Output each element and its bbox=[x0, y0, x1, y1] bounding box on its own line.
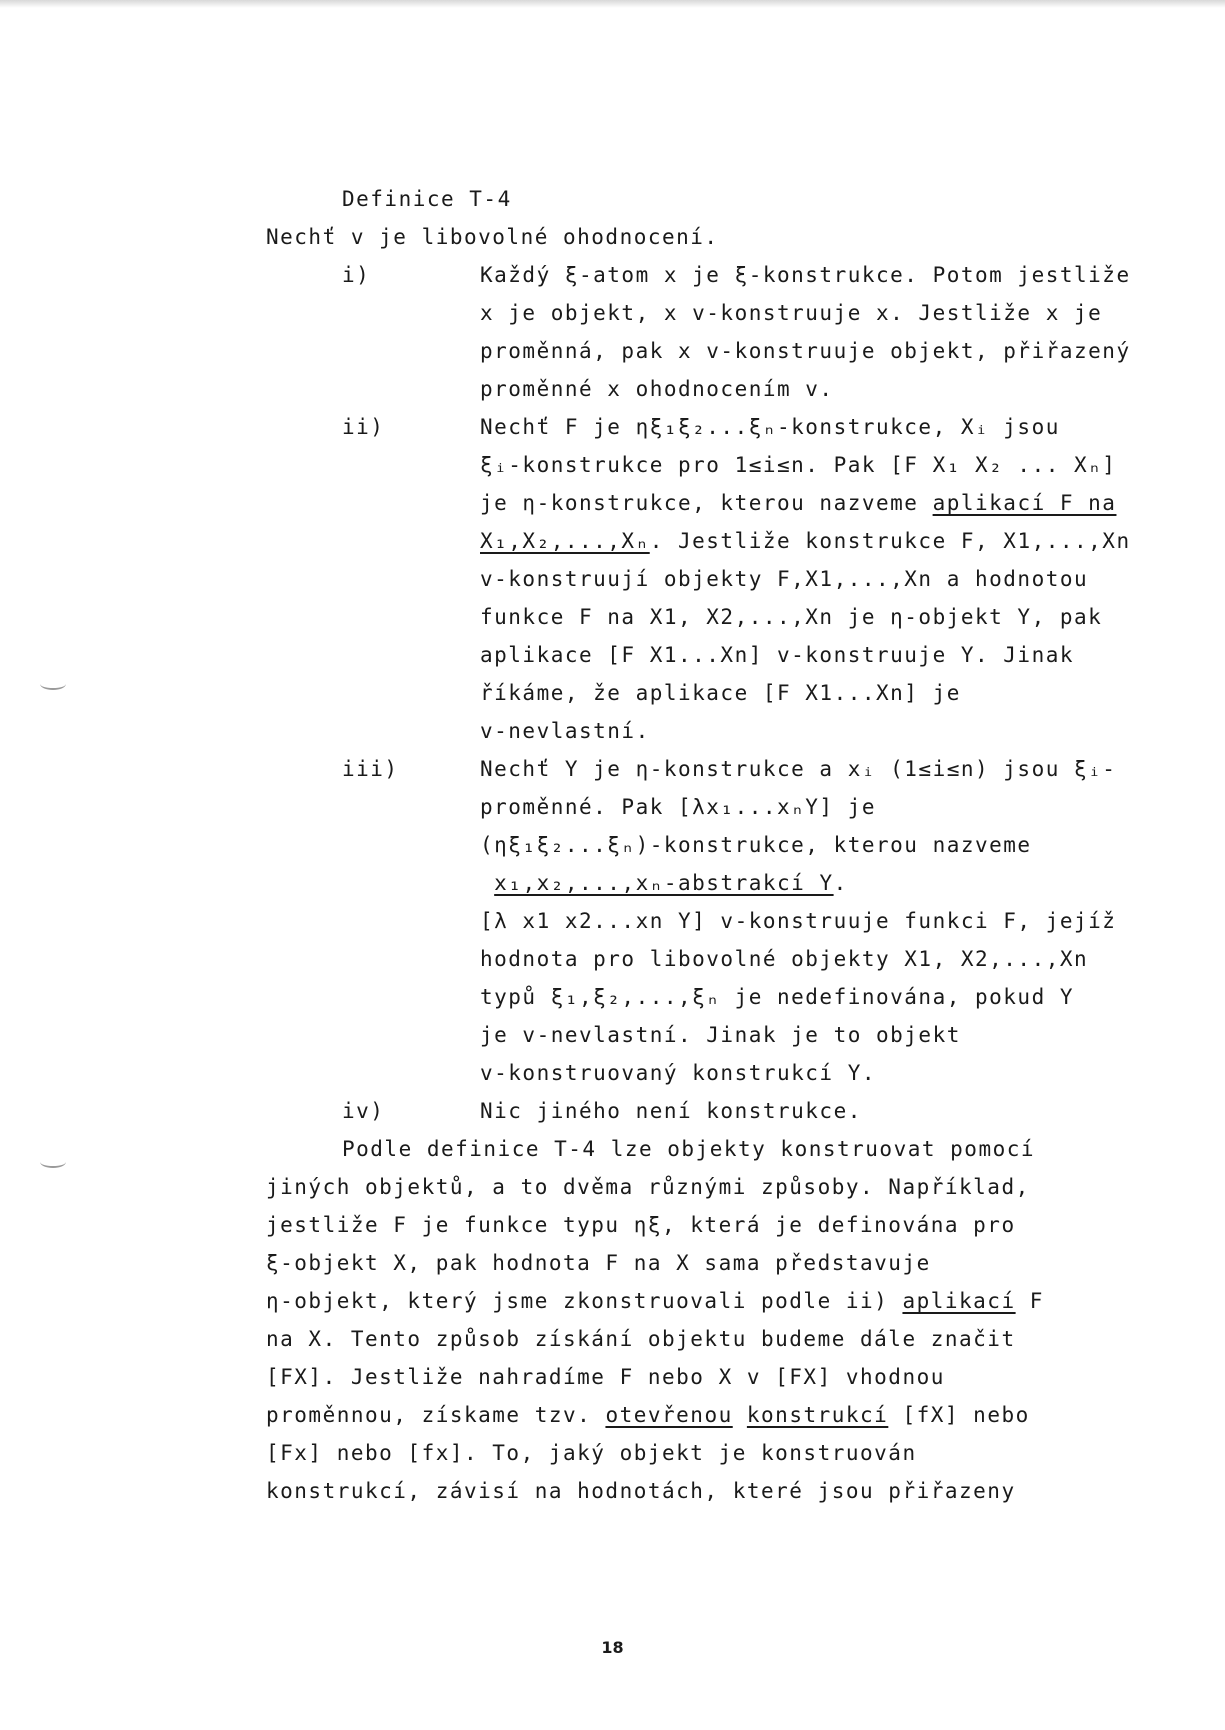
text-line: proměnné. Pak [λx₁...xₙY] je bbox=[480, 795, 877, 819]
paragraph-line bbox=[266, 1396, 1126, 1434]
definition-item-i bbox=[266, 256, 1131, 408]
text-line: aplikace [F X1...Xn] v-konstruuje Y. Jinak bbox=[480, 643, 1075, 667]
paragraph-line: [FX]. Jestliže nahradíme F nebo X v [FX] vhodnou bbox=[266, 1365, 945, 1389]
page-edge bbox=[0, 0, 1225, 8]
text-span: η-objekt, který jsme zkonstruovali podle ii) bbox=[266, 1289, 903, 1313]
underlined-term: konstrukcí bbox=[746, 1403, 889, 1427]
underlined-term: otevřenou bbox=[605, 1403, 733, 1427]
paragraph-line: ξ-objekt X, pak hodnota F na X sama představuje bbox=[266, 1251, 931, 1275]
paragraph-line: konstrukcí, závisí na hodnotách, které jsou přiřazeny bbox=[266, 1479, 1016, 1503]
text-line: je v-nevlastní. Jinak je to objekt bbox=[480, 1023, 961, 1047]
underlined-term: x₁,x₂,...,xₙ-abstrakcí Y bbox=[494, 871, 834, 895]
punch-mark bbox=[40, 678, 66, 690]
text-line: x je objekt, x v-konstruuje x. Jestliže x je bbox=[480, 301, 1103, 325]
underlined-term: X₁,X₂,...,Xₙ bbox=[480, 529, 650, 553]
text-line: typů ξ₁,ξ₂,...,ξₙ je nedefinována, pokud Y bbox=[480, 985, 1075, 1009]
definition-intro: Nechť v je libovolné ohodnocení. bbox=[266, 225, 719, 249]
text-span: . Jestliže konstrukce F, X1,...,Xn bbox=[649, 529, 1131, 553]
text-line: říkáme, že aplikace [F X1...Xn] je bbox=[480, 681, 961, 705]
text-line bbox=[480, 864, 1116, 902]
text-line: funkce F na X1, X2,...,Xn je η-objekt Y, pak bbox=[480, 605, 1103, 629]
text-line bbox=[480, 522, 1131, 560]
text-line: proměnná, pak x v-konstruuje objekt, přiřazený bbox=[480, 339, 1131, 363]
paragraph-line: [Fx] nebo [fx]. To, jaký objekt je konstruován bbox=[266, 1441, 917, 1465]
text-line: (ηξ₁ξ₂...ξₙ)-konstrukce, kterou nazveme bbox=[480, 833, 1032, 857]
paragraph-line: Podle definice T-4 lze objekty konstruovat pomocí bbox=[342, 1137, 1036, 1161]
text-line: v-konstruují objekty F,X1,...,Xn a hodnotou bbox=[480, 567, 1089, 591]
text-span: je η-konstrukce, kterou nazveme bbox=[480, 491, 919, 515]
text-line: Nechť Y je η-konstrukce a xᵢ (1≤i≤n) jsou ξᵢ- bbox=[480, 757, 1117, 781]
item-text bbox=[480, 1092, 862, 1130]
underlined-term: aplikací F na bbox=[932, 491, 1117, 515]
item-text bbox=[480, 750, 1116, 1092]
text-line: hodnota pro libovolné objekty X1, X2,...,Xn bbox=[480, 947, 1089, 971]
punch-mark bbox=[40, 1156, 66, 1168]
paragraph-line: na X. Tento způsob získání objektu budeme dále značit bbox=[266, 1327, 1016, 1351]
definition-item-ii bbox=[266, 408, 1131, 750]
item-marker: i) bbox=[342, 263, 371, 287]
paragraph-line: jiných objektů, a to dvěma různými způsoby. Například, bbox=[266, 1175, 1030, 1199]
text-line: v-nevlastní. bbox=[480, 719, 650, 743]
text-line: Nechť F je ηξ₁ξ₂...ξₙ-konstrukce, Xᵢ jsou bbox=[480, 415, 1060, 439]
text-line: Nic jiného není konstrukce. bbox=[480, 1099, 862, 1123]
text-span: [fX] nebo bbox=[888, 1403, 1030, 1427]
definition-item-iii bbox=[266, 750, 1126, 1092]
text-span: . bbox=[833, 871, 848, 895]
text-span: F bbox=[1015, 1289, 1044, 1313]
text-line: proměnné x ohodnocením v. bbox=[480, 377, 834, 401]
text-line: v-konstruovaný konstrukcí Y. bbox=[480, 1061, 877, 1085]
document-body bbox=[266, 180, 1131, 1510]
page-number: 18 bbox=[601, 1638, 624, 1657]
text-line: ξᵢ-konstrukce pro 1≤i≤n. Pak [F X₁ X₂ ... Xₙ] bbox=[480, 453, 1117, 477]
item-text bbox=[480, 256, 1131, 408]
text-line: [λ x1 x2...xn Y] v-konstruuje funkci F, jejíž bbox=[480, 909, 1117, 933]
definition-item-iv bbox=[266, 1092, 1126, 1130]
paragraph-line: jestliže F je funkce typu ηξ, která je definována pro bbox=[266, 1213, 1016, 1237]
item-text bbox=[480, 408, 1131, 750]
item-marker: iii) bbox=[342, 757, 399, 781]
item-marker: ii) bbox=[342, 415, 385, 439]
underlined-term: aplikací bbox=[902, 1289, 1016, 1313]
definition-heading: Definice T-4 bbox=[342, 187, 512, 211]
text-line: Každý ξ-atom x je ξ-konstrukce. Potom jestliže bbox=[480, 263, 1131, 287]
text-span: proměnnou, získame tzv. bbox=[266, 1403, 606, 1427]
text-line bbox=[480, 484, 1131, 522]
paragraph-line bbox=[266, 1282, 1126, 1320]
item-marker: iv) bbox=[342, 1099, 385, 1123]
